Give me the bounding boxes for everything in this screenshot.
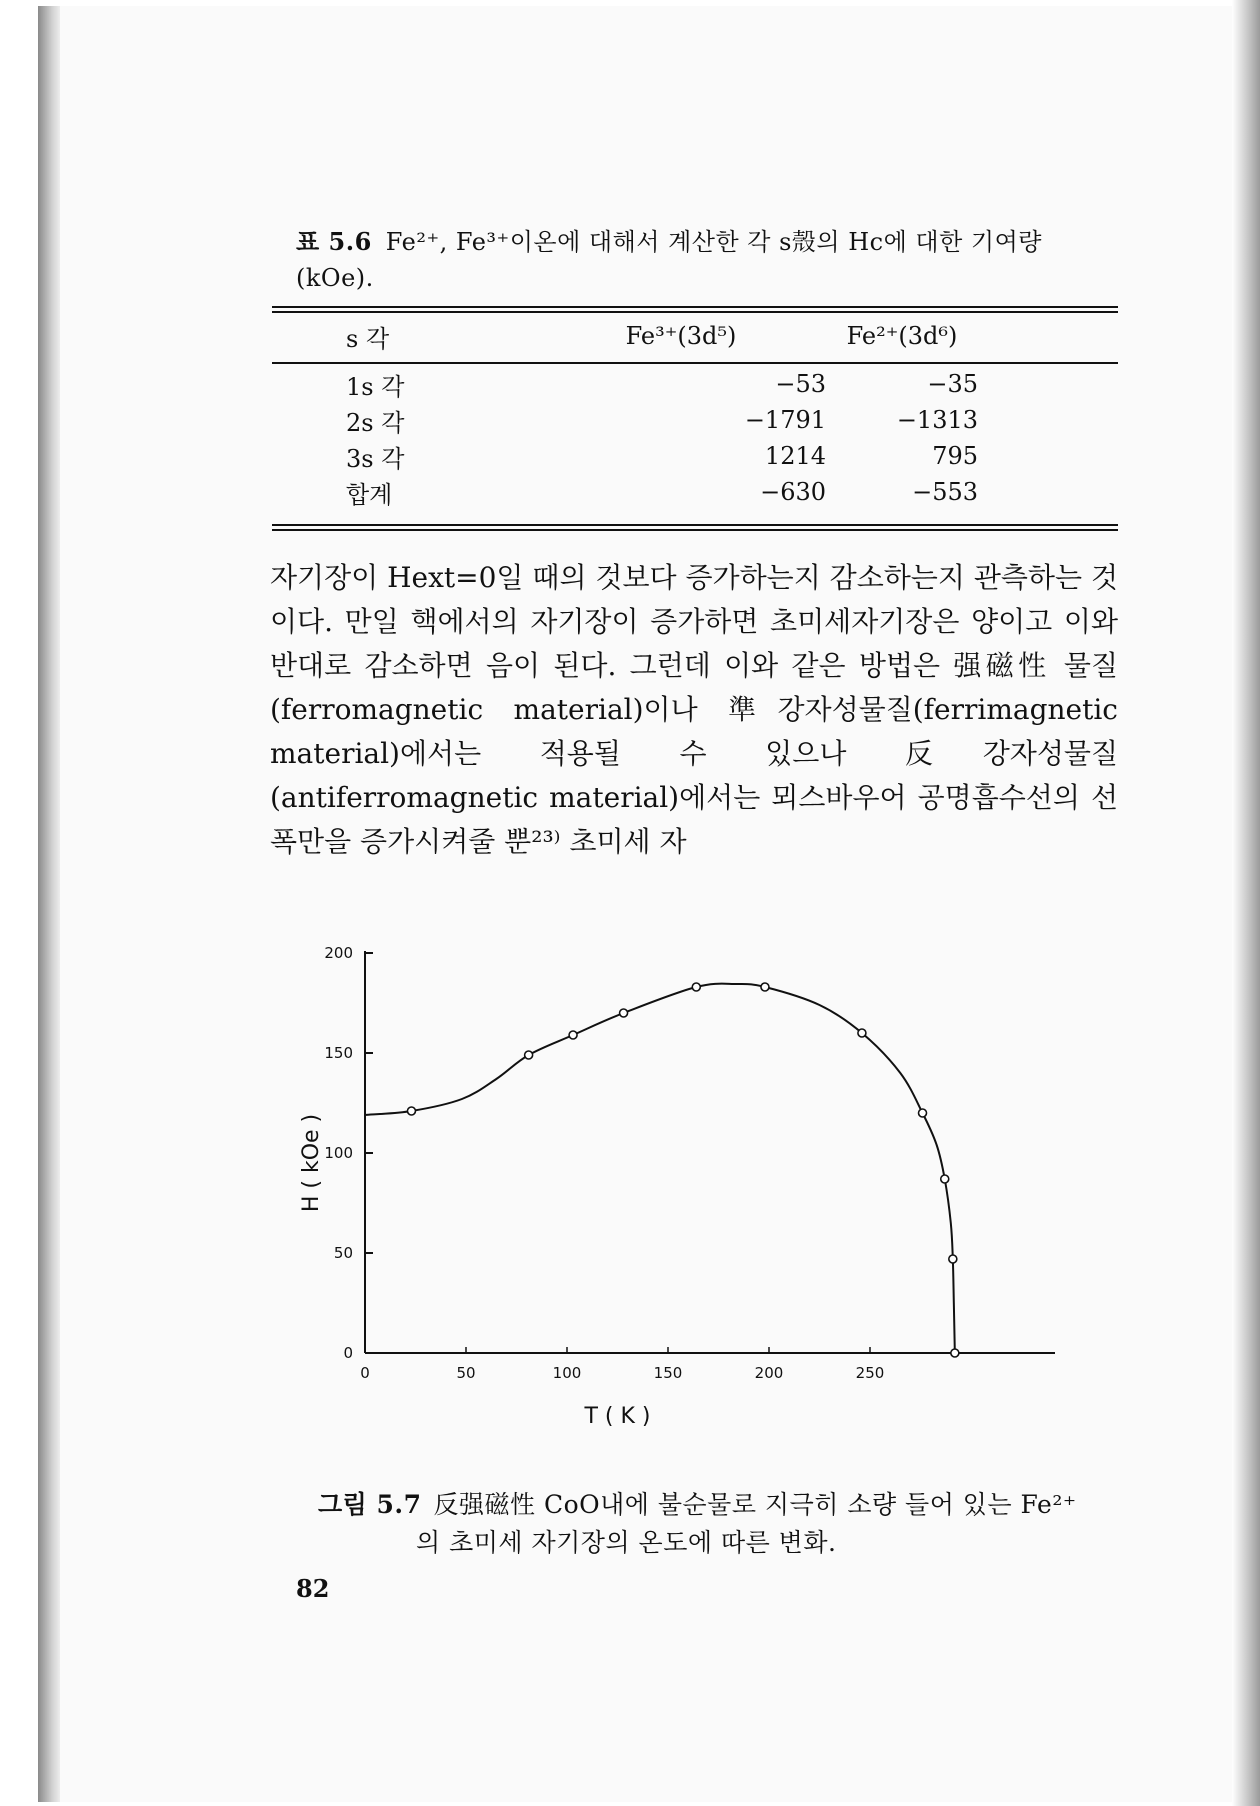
header-fe3: Fe³⁺(3d⁵) (625, 322, 737, 350)
table-header-row (272, 318, 1118, 354)
table-cell: 1s 각 (346, 372, 405, 401)
book-edge-right (1232, 0, 1260, 1806)
table-cell: 1214 (764, 442, 826, 470)
x-tick-label: 100 (552, 1364, 582, 1382)
chart-ticks (324, 944, 884, 1382)
figure-caption-number: 그림 5.7 (318, 1490, 422, 1519)
x-tick-label: 200 (754, 1364, 784, 1382)
x-tick-label: 0 (360, 1364, 370, 1382)
x-tick-label: 150 (653, 1364, 683, 1382)
data-point (919, 1109, 927, 1117)
data-point (858, 1029, 866, 1037)
table-cell: 3s 각 (346, 444, 405, 473)
page-number: 82 (296, 1574, 330, 1603)
data-point (525, 1051, 533, 1059)
figure-caption (318, 1486, 1108, 1562)
header-shell: s 각 (346, 324, 390, 353)
hyperfine-table (272, 318, 1118, 510)
y-tick-label: 200 (324, 944, 353, 962)
data-point (941, 1175, 949, 1183)
data-point (620, 1009, 628, 1017)
data-point (569, 1031, 577, 1039)
table-row (272, 354, 1118, 402)
table-caption (296, 224, 1122, 296)
table-cell: 795 (932, 442, 978, 470)
series-line-curve (365, 984, 955, 1353)
table-cell: −35 (927, 370, 978, 398)
table-cell: −630 (760, 478, 826, 506)
table-cell: −1791 (744, 406, 826, 434)
table-row (272, 438, 1118, 474)
table-caption-text: Fe²⁺, Fe³⁺이온에 대해서 계산한 각 s殼의 Hc에 대한 기여량 (385, 228, 1042, 256)
table-cell: −553 (912, 478, 978, 506)
book-edge-left (38, 6, 62, 1802)
table-caption-unit: (kOe). (296, 264, 374, 292)
table-top-rule (272, 306, 1118, 308)
data-point (692, 983, 700, 991)
table-row (272, 402, 1118, 438)
hyperfine-field-chart (290, 868, 1070, 1438)
table-caption-number: 표 5.6 (296, 227, 372, 256)
y-axis-label: H ( kOe ) (299, 1113, 324, 1213)
table-cell: 합계 (346, 480, 393, 509)
y-tick-label: 100 (324, 1144, 353, 1162)
table-top-rule-2 (272, 311, 1118, 313)
series-points (407, 983, 958, 1357)
table-cell: 2s 각 (346, 408, 405, 437)
table-row (272, 474, 1118, 510)
table-bottom-rule-2 (272, 529, 1118, 531)
x-tick-label: 50 (456, 1364, 476, 1382)
y-tick-label: 0 (343, 1344, 353, 1362)
x-axis-label: T ( K ) (584, 1404, 651, 1429)
data-point (761, 983, 769, 991)
y-tick-label: 150 (324, 1044, 353, 1062)
table-cell: −53 (775, 370, 826, 398)
x-tick-label: 250 (855, 1364, 885, 1382)
table-bottom-rule (272, 524, 1118, 526)
header-fe2: Fe²⁺(3d⁶) (846, 322, 958, 350)
data-point (949, 1255, 957, 1263)
data-point (407, 1107, 415, 1115)
body-paragraph: 자기장이 Hext=0일 때의 것보다 증가하는지 감소하는지 관측하는 것이다. 만일 핵에서의 자기장이 증가하면 초미세자기장은 양이고 이와 반대로 감소하면 음이 된다. 그런데 이와 같은 방법은 强磁性 물질(ferromagnetic material)이나 準강자성물질(ferrimagnetic material)에서는 적용될 수 있으나 反강자성물질(antiferromagnetic material)에서는 뫼스바우어 공명흡수선의 선폭만을 증가시켜줄 뿐²³⁾ 초미세 자 (270, 561, 1118, 858)
chart-axes (365, 951, 1055, 1353)
table-cell: −1313 (896, 406, 978, 434)
figure-caption-line2: 의 초미세 자기장의 온도에 따른 변화. (416, 1528, 837, 1557)
data-point (951, 1349, 959, 1357)
figure-caption-line1: 反强磁性 CoO내에 불순물로 지극히 소량 들어 있는 Fe²⁺ (433, 1490, 1077, 1519)
y-tick-label: 50 (333, 1244, 353, 1262)
